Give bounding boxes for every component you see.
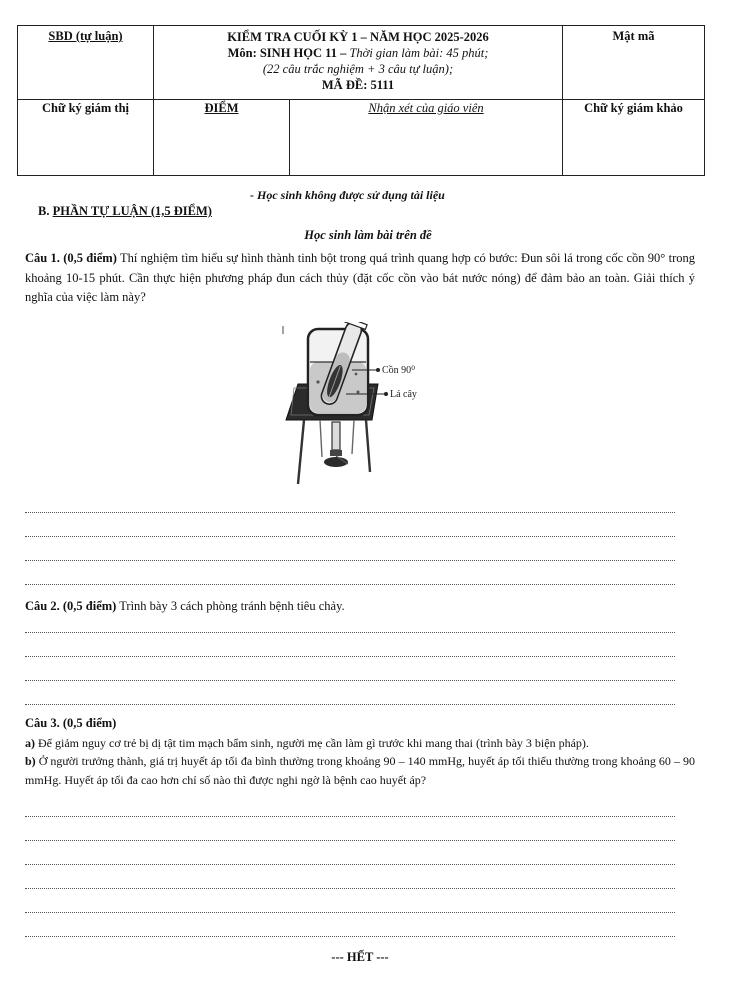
answer-line[interactable]: [25, 888, 675, 889]
question-3b: b) Ở người trưởng thành, giá trị huyết áp tối đa bình thường trong khoảng 90 – 140 mmHg, huyết áp tối thiểu thường trong khoảng 60 – 90 mmHg. Huyết áp tối đa cao hơn chỉ số nào thì được nghi ngờ là bệnh cao huyết áp?: [25, 754, 695, 787]
label-alcohol: Cồn 90⁰: [382, 365, 416, 376]
secret-code-label: Mật mã: [612, 29, 655, 43]
answer-line[interactable]: [25, 536, 675, 537]
secret-code-cell: [563, 26, 705, 100]
question-1-text: Thí nghiệm tìm hiểu sự hình thành tinh bột trong quá trình quang hợp có bước: Đun sôi lá trong cốc cồn 90° trong khoảng 10-15 phút. Cần thực hiện phương pháp đun cách thủy (đặt cốc cồn vào bát nước nóng) để đảm bảo an toàn. Giải thích ý nghĩa của việc làm này?: [25, 251, 695, 304]
invigilator-cell: [18, 100, 154, 176]
water-bath-figure: [270, 322, 460, 487]
answer-line[interactable]: [25, 584, 675, 585]
question-1: [25, 249, 695, 308]
answer-line[interactable]: [25, 912, 675, 913]
examiner-cell: [563, 100, 705, 176]
exam-title: KIỂM TRA CUỐI KỲ 1 – NĂM HỌC 2025-2026: [227, 30, 489, 44]
exam-info-cell: [154, 26, 563, 100]
exam-code: MÃ ĐỀ: 5111: [321, 78, 395, 92]
section-title: B. PHẦN TỰ LUẬN (1,5 ĐIỂM): [38, 204, 212, 218]
answer-line[interactable]: [25, 512, 675, 513]
answer-line[interactable]: [25, 632, 675, 633]
sbd-label: SBD (tự luận): [48, 29, 123, 43]
question-3: [25, 714, 695, 789]
examiner-signature-label: Chữ ký giám khảo: [584, 101, 683, 115]
question-2-label: Câu 2. (0,5 điểm): [25, 599, 117, 613]
score-cell: [154, 100, 290, 176]
answer-line[interactable]: [25, 680, 675, 681]
no-materials-note: - Học sinh không được sử dụng tài liệu: [250, 188, 445, 202]
answer-line[interactable]: [25, 656, 675, 657]
sbd-cell: [18, 26, 154, 100]
teacher-comment-label: Nhận xét của giáo viên: [368, 101, 484, 115]
answer-line[interactable]: [25, 864, 675, 865]
question-3-label: Câu 3. (0,5 điểm): [25, 716, 117, 730]
instruction: Học sinh làm bài trên đề: [304, 228, 432, 242]
answer-line[interactable]: [25, 816, 675, 817]
question-1-label: Câu 1. (0,5 điểm): [25, 251, 117, 265]
question-count: (22 câu trắc nghiệm + 3 câu tự luận);: [262, 62, 454, 76]
exam-subject: Môn: SINH HỌC 11 – Thời gian làm bài: 45 phút;: [227, 46, 489, 60]
answer-line[interactable]: [25, 704, 675, 705]
score-label: ĐIỂM: [204, 101, 239, 115]
answer-line[interactable]: [25, 840, 675, 841]
comment-cell: [290, 100, 563, 176]
header-table: [17, 25, 705, 176]
question-3a: a) Để giảm nguy cơ trẻ bị dị tật tim mạch bẩm sinh, người mẹ cần làm gì trước khi mang thai (trình bày 3 biện pháp).: [25, 735, 589, 750]
question-2: [25, 597, 695, 617]
answer-line[interactable]: [25, 560, 675, 561]
question-2-text: Trình bày 3 cách phòng tránh bệnh tiêu chảy.: [116, 599, 345, 613]
invigilator-signature-label: Chữ ký giám thị: [41, 101, 130, 115]
label-leaf: Lá cây: [390, 389, 417, 400]
answer-line[interactable]: [25, 936, 675, 937]
end-marker: --- HẾT ---: [331, 950, 389, 964]
